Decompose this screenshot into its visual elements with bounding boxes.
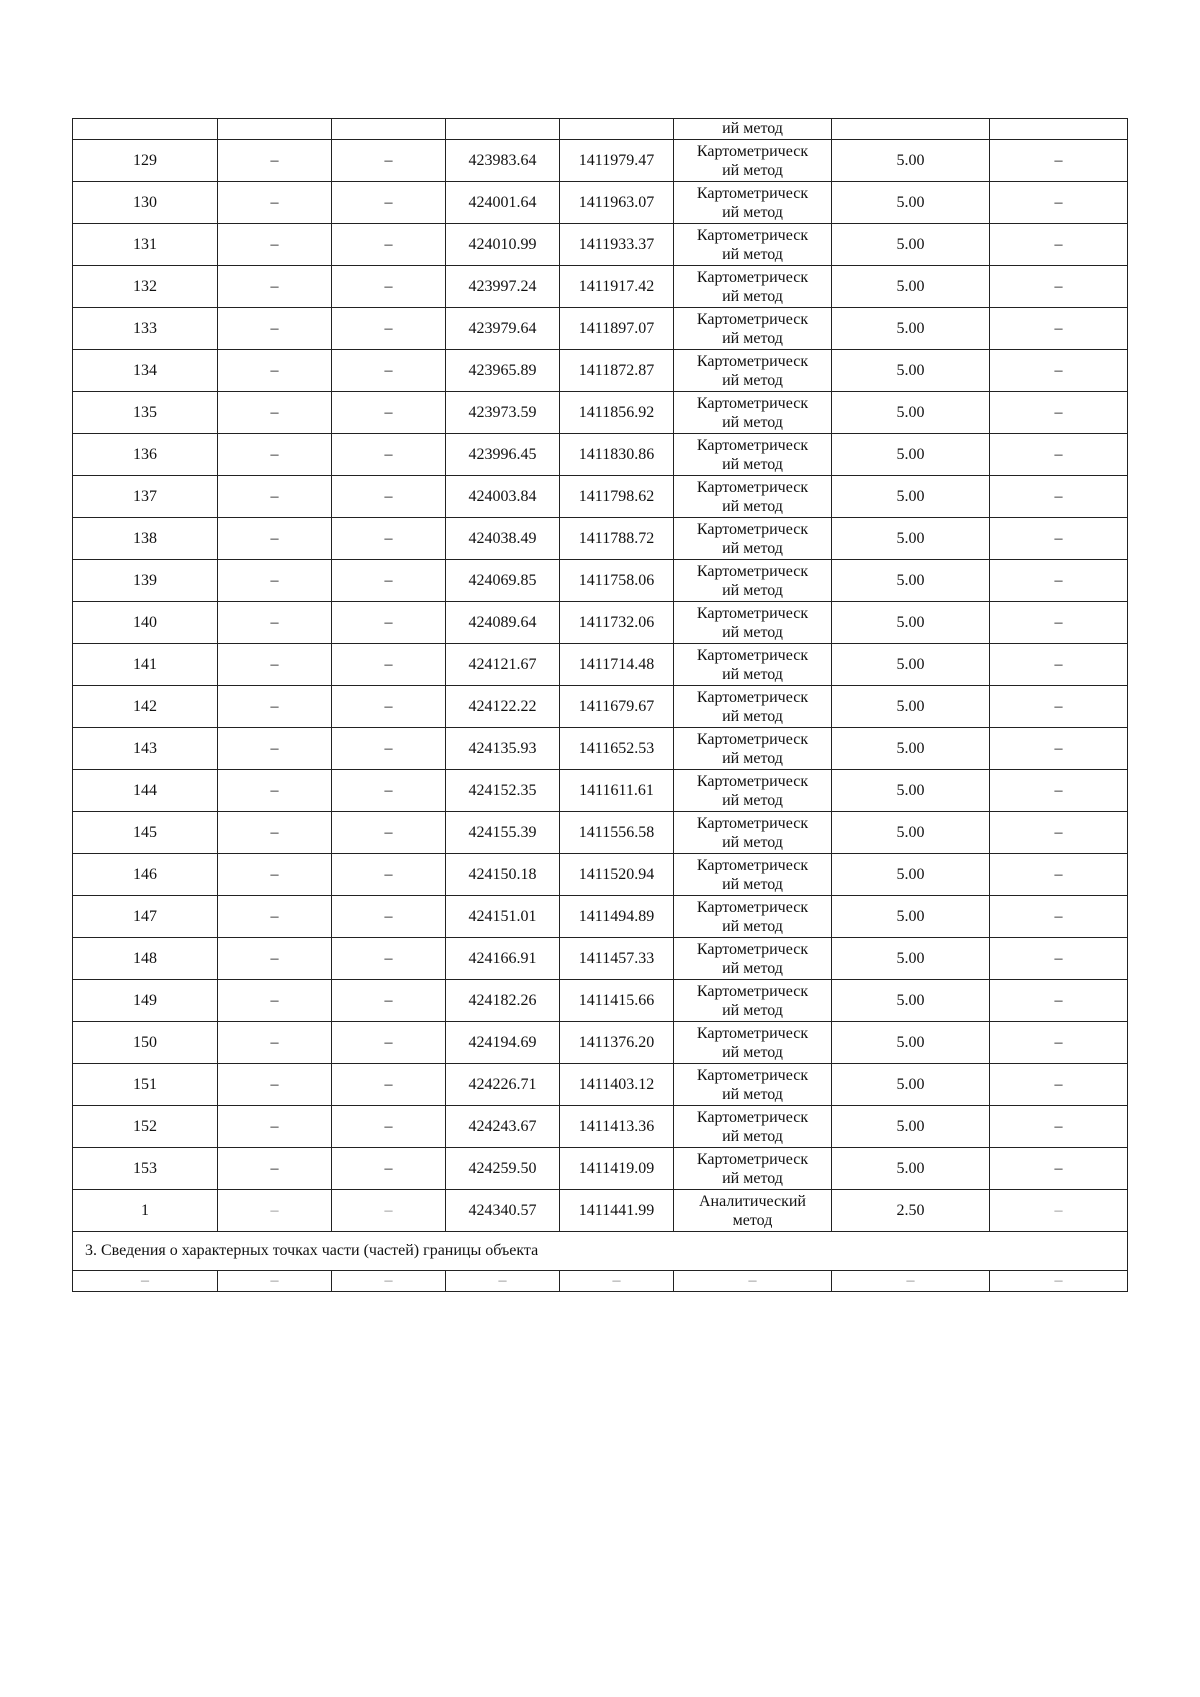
description-cell: –	[990, 266, 1128, 308]
old-y-cell: –	[332, 350, 446, 392]
precision-cell: 5.00	[832, 644, 990, 686]
point-number-cell: 142	[73, 686, 218, 728]
old-y-cell: –	[332, 854, 446, 896]
old-y-cell: –	[332, 1022, 446, 1064]
y-coordinate-cell: 1411979.47	[560, 140, 674, 182]
precision-cell: 5.00	[832, 140, 990, 182]
precision-cell: 5.00	[832, 560, 990, 602]
old-x-cell: –	[218, 224, 332, 266]
old-y-cell: –	[332, 728, 446, 770]
method-cell: Картометрическ ий метод	[674, 812, 832, 854]
description-cell: –	[990, 770, 1128, 812]
y-coordinate-cell: 1411457.33	[560, 938, 674, 980]
x-coordinate-cell: 423979.64	[446, 308, 560, 350]
empty-cell: –	[218, 1271, 332, 1292]
method-cell: Картометрическ ий метод	[674, 182, 832, 224]
method-cell: Картометрическ ий метод	[674, 308, 832, 350]
old-y-cell: –	[332, 938, 446, 980]
old-x-cell: –	[218, 434, 332, 476]
table-row	[73, 350, 1128, 392]
old-x-cell: –	[218, 812, 332, 854]
empty-cell: –	[332, 1271, 446, 1292]
method-cell: Картометрическ ий метод	[674, 350, 832, 392]
precision-cell: 5.00	[832, 854, 990, 896]
precision-cell: 5.00	[832, 476, 990, 518]
point-number-cell: 135	[73, 392, 218, 434]
y-coordinate-cell: 1411856.92	[560, 392, 674, 434]
method-cell: Картометрическ ий метод	[674, 644, 832, 686]
precision-cell: 5.00	[832, 686, 990, 728]
method-cell: Картометрическ ий метод	[674, 476, 832, 518]
method-cell: Картометрическ ий метод	[674, 560, 832, 602]
x-coordinate-cell: 424166.91	[446, 938, 560, 980]
table-row	[73, 182, 1128, 224]
method-cell: Картометрическ ий метод	[674, 938, 832, 980]
description-cell: –	[990, 1148, 1128, 1190]
description-cell: –	[990, 812, 1128, 854]
x-coordinate-cell: 423997.24	[446, 266, 560, 308]
description-cell: –	[990, 1064, 1128, 1106]
description-cell: –	[990, 392, 1128, 434]
coordinates-table	[72, 118, 1128, 1292]
y-coordinate-cell: 1411933.37	[560, 224, 674, 266]
old-y-cell: –	[332, 518, 446, 560]
method-cell: Картометрическ ий метод	[674, 392, 832, 434]
x-coordinate-cell: 424003.84	[446, 476, 560, 518]
old-y-cell: –	[332, 812, 446, 854]
empty-cell: –	[446, 1271, 560, 1292]
method-cell: Картометрическ ий метод	[674, 140, 832, 182]
method-cell: Картометрическ ий метод	[674, 518, 832, 560]
precision-cell: 2.50	[832, 1190, 990, 1232]
table-row	[73, 644, 1128, 686]
description-cell: –	[990, 182, 1128, 224]
y-coordinate-cell: 1411714.48	[560, 644, 674, 686]
description-cell: –	[990, 434, 1128, 476]
old-y-cell: –	[332, 140, 446, 182]
precision-cell: 5.00	[832, 308, 990, 350]
old-y-cell: –	[332, 980, 446, 1022]
method-cell: Картометрическ ий метод	[674, 1064, 832, 1106]
description-cell: –	[990, 938, 1128, 980]
old-y-cell: –	[332, 224, 446, 266]
section-title: 3. Сведения о характерных точках части (частей) границы объекта	[73, 1232, 1128, 1271]
x-coordinate-cell: 424001.64	[446, 182, 560, 224]
method-cell: Картометрическ ий метод	[674, 770, 832, 812]
point-number-cell: 1	[73, 1190, 218, 1232]
y-coordinate-cell: 1411494.89	[560, 896, 674, 938]
table-row	[73, 266, 1128, 308]
table-row	[73, 140, 1128, 182]
method-cell: ий метод	[674, 119, 832, 140]
precision-cell: 5.00	[832, 266, 990, 308]
point-number-cell: 149	[73, 980, 218, 1022]
table-row	[73, 308, 1128, 350]
empty-cell: –	[560, 1271, 674, 1292]
table-row	[73, 1022, 1128, 1064]
method-cell: Картометрическ ий метод	[674, 854, 832, 896]
old-y-cell: –	[332, 770, 446, 812]
old-y-cell: –	[332, 1064, 446, 1106]
point-number-cell: 153	[73, 1148, 218, 1190]
old-x-cell: –	[218, 644, 332, 686]
precision-cell: 5.00	[832, 728, 990, 770]
old-y-cell: –	[332, 1148, 446, 1190]
description-cell: –	[990, 1022, 1128, 1064]
old-y-cell: –	[332, 896, 446, 938]
y-coordinate-cell: 1411788.72	[560, 518, 674, 560]
old-x-cell: –	[218, 980, 332, 1022]
description-cell: –	[990, 896, 1128, 938]
method-cell: Картометрическ ий метод	[674, 266, 832, 308]
point-number-cell: 130	[73, 182, 218, 224]
old-x-cell: –	[218, 308, 332, 350]
old-y-cell: –	[332, 392, 446, 434]
old-y-cell: –	[332, 476, 446, 518]
precision-cell: 5.00	[832, 1148, 990, 1190]
old-y-cell: –	[332, 434, 446, 476]
description-cell: –	[990, 560, 1128, 602]
y-coordinate-cell: 1411441.99	[560, 1190, 674, 1232]
old-x-cell: –	[218, 518, 332, 560]
old-x-cell: –	[218, 476, 332, 518]
table-row	[73, 770, 1128, 812]
old-x-cell: –	[218, 266, 332, 308]
description-cell: –	[990, 350, 1128, 392]
old-x-cell: –	[218, 1022, 332, 1064]
old-x-cell: –	[218, 560, 332, 602]
description-cell: –	[990, 1106, 1128, 1148]
table-row	[73, 602, 1128, 644]
y-coordinate-cell: 1411758.06	[560, 560, 674, 602]
description-cell: –	[990, 644, 1128, 686]
section-row	[73, 1232, 1128, 1271]
old-y-cell: –	[332, 182, 446, 224]
empty-cell: –	[990, 1271, 1128, 1292]
y-coordinate-cell: 1411830.86	[560, 434, 674, 476]
description-cell: –	[990, 728, 1128, 770]
table-row	[73, 896, 1128, 938]
point-number-cell: 148	[73, 938, 218, 980]
point-number-cell: 139	[73, 560, 218, 602]
table-row	[73, 812, 1128, 854]
table-row	[73, 686, 1128, 728]
point-number-cell: 150	[73, 1022, 218, 1064]
method-cell: Картометрическ ий метод	[674, 602, 832, 644]
x-coordinate-cell: 424122.22	[446, 686, 560, 728]
x-coordinate-cell: 424152.35	[446, 770, 560, 812]
point-number-cell: 147	[73, 896, 218, 938]
old-y-cell: –	[332, 266, 446, 308]
x-coordinate-cell: 424340.57	[446, 1190, 560, 1232]
point-number-cell: 134	[73, 350, 218, 392]
precision-cell: 5.00	[832, 350, 990, 392]
x-coordinate-cell: 424010.99	[446, 224, 560, 266]
table-row	[73, 1064, 1128, 1106]
precision-cell: 5.00	[832, 1022, 990, 1064]
y-coordinate-cell: 1411611.61	[560, 770, 674, 812]
old-x-cell: –	[218, 602, 332, 644]
old-x-cell: –	[218, 1106, 332, 1148]
point-number-cell: 141	[73, 644, 218, 686]
method-cell: Картометрическ ий метод	[674, 224, 832, 266]
x-coordinate-cell: 423973.59	[446, 392, 560, 434]
point-number-cell: 137	[73, 476, 218, 518]
table-row	[73, 224, 1128, 266]
y-coordinate-cell: 1411415.66	[560, 980, 674, 1022]
y-coordinate-cell: 1411917.42	[560, 266, 674, 308]
x-coordinate-cell: 424226.71	[446, 1064, 560, 1106]
precision-cell: 5.00	[832, 896, 990, 938]
method-cell: Картометрическ ий метод	[674, 728, 832, 770]
point-number-cell: 152	[73, 1106, 218, 1148]
precision-cell: 5.00	[832, 602, 990, 644]
description-cell: –	[990, 854, 1128, 896]
x-coordinate-cell: 424038.49	[446, 518, 560, 560]
old-x-cell: –	[218, 770, 332, 812]
method-cell: Картометрическ ий метод	[674, 686, 832, 728]
x-coordinate-cell: 424121.67	[446, 644, 560, 686]
table-row	[73, 728, 1128, 770]
table-row	[73, 392, 1128, 434]
description-cell: –	[990, 686, 1128, 728]
y-coordinate-cell: 1411376.20	[560, 1022, 674, 1064]
table-row	[73, 1190, 1128, 1232]
point-number-cell: 151	[73, 1064, 218, 1106]
description-cell: –	[990, 602, 1128, 644]
y-coordinate-cell: 1411652.53	[560, 728, 674, 770]
x-coordinate-cell: 424069.85	[446, 560, 560, 602]
old-x-cell: –	[218, 1064, 332, 1106]
old-x-cell: –	[218, 854, 332, 896]
x-coordinate-cell: 424151.01	[446, 896, 560, 938]
y-coordinate-cell: 1411556.58	[560, 812, 674, 854]
table-row	[73, 1106, 1128, 1148]
x-coordinate-cell: 424135.93	[446, 728, 560, 770]
description-cell: –	[990, 224, 1128, 266]
empty-cell: –	[832, 1271, 990, 1292]
precision-cell: 5.00	[832, 434, 990, 476]
old-x-cell: –	[218, 350, 332, 392]
old-x-cell: –	[218, 182, 332, 224]
x-coordinate-cell: 423983.64	[446, 140, 560, 182]
y-coordinate-cell: 1411419.09	[560, 1148, 674, 1190]
precision-cell: 5.00	[832, 980, 990, 1022]
description-cell: –	[990, 140, 1128, 182]
y-coordinate-cell: 1411798.62	[560, 476, 674, 518]
x-coordinate-cell: 423996.45	[446, 434, 560, 476]
y-coordinate-cell: 1411679.67	[560, 686, 674, 728]
y-coordinate-cell: 1411520.94	[560, 854, 674, 896]
table-row	[73, 560, 1128, 602]
table-row	[73, 938, 1128, 980]
precision-cell: 5.00	[832, 224, 990, 266]
description-cell: –	[990, 308, 1128, 350]
empty-cell: –	[674, 1271, 832, 1292]
x-coordinate-cell: 424182.26	[446, 980, 560, 1022]
empty-cell: –	[73, 1271, 218, 1292]
table-row-empty	[73, 1271, 1128, 1292]
table-row	[73, 476, 1128, 518]
x-coordinate-cell: 424194.69	[446, 1022, 560, 1064]
old-y-cell: –	[332, 644, 446, 686]
method-cell: Картометрическ ий метод	[674, 1148, 832, 1190]
old-y-cell: –	[332, 602, 446, 644]
point-number-cell: 129	[73, 140, 218, 182]
method-cell: Картометрическ ий метод	[674, 896, 832, 938]
point-number-cell: 136	[73, 434, 218, 476]
table-row	[73, 980, 1128, 1022]
precision-cell: 5.00	[832, 812, 990, 854]
old-x-cell: –	[218, 392, 332, 434]
description-cell: –	[990, 476, 1128, 518]
point-number-cell: 131	[73, 224, 218, 266]
point-number-cell: 132	[73, 266, 218, 308]
x-coordinate-cell: 424089.64	[446, 602, 560, 644]
x-coordinate-cell: 424155.39	[446, 812, 560, 854]
precision-cell: 5.00	[832, 518, 990, 560]
table-row-continued	[73, 119, 1128, 140]
old-x-cell: –	[218, 1148, 332, 1190]
table-row	[73, 518, 1128, 560]
method-cell: Аналитический метод	[674, 1190, 832, 1232]
description-cell: –	[990, 1190, 1128, 1232]
precision-cell: 5.00	[832, 1106, 990, 1148]
old-y-cell: –	[332, 1106, 446, 1148]
precision-cell: 5.00	[832, 182, 990, 224]
old-x-cell: –	[218, 896, 332, 938]
y-coordinate-cell: 1411403.12	[560, 1064, 674, 1106]
y-coordinate-cell: 1411732.06	[560, 602, 674, 644]
point-number-cell: 138	[73, 518, 218, 560]
y-coordinate-cell: 1411897.07	[560, 308, 674, 350]
x-coordinate-cell: 423965.89	[446, 350, 560, 392]
y-coordinate-cell: 1411413.36	[560, 1106, 674, 1148]
y-coordinate-cell: 1411963.07	[560, 182, 674, 224]
precision-cell: 5.00	[832, 770, 990, 812]
description-cell: –	[990, 518, 1128, 560]
point-number-cell: 140	[73, 602, 218, 644]
table-row	[73, 854, 1128, 896]
precision-cell: 5.00	[832, 392, 990, 434]
y-coordinate-cell: 1411872.87	[560, 350, 674, 392]
old-x-cell: –	[218, 1190, 332, 1232]
old-y-cell: –	[332, 1190, 446, 1232]
x-coordinate-cell: 424243.67	[446, 1106, 560, 1148]
description-cell: –	[990, 980, 1128, 1022]
method-cell: Картометрическ ий метод	[674, 1022, 832, 1064]
old-y-cell: –	[332, 560, 446, 602]
old-y-cell: –	[332, 308, 446, 350]
table-row	[73, 434, 1128, 476]
method-cell: Картометрическ ий метод	[674, 434, 832, 476]
point-number-cell: 145	[73, 812, 218, 854]
table-row	[73, 1148, 1128, 1190]
old-x-cell: –	[218, 728, 332, 770]
precision-cell: 5.00	[832, 1064, 990, 1106]
x-coordinate-cell: 424150.18	[446, 854, 560, 896]
point-number-cell: 143	[73, 728, 218, 770]
old-y-cell: –	[332, 686, 446, 728]
precision-cell: 5.00	[832, 938, 990, 980]
method-cell: Картометрическ ий метод	[674, 980, 832, 1022]
old-x-cell: –	[218, 938, 332, 980]
point-number-cell: 146	[73, 854, 218, 896]
old-x-cell: –	[218, 140, 332, 182]
old-x-cell: –	[218, 686, 332, 728]
x-coordinate-cell: 424259.50	[446, 1148, 560, 1190]
method-cell: Картометрическ ий метод	[674, 1106, 832, 1148]
point-number-cell: 144	[73, 770, 218, 812]
point-number-cell: 133	[73, 308, 218, 350]
